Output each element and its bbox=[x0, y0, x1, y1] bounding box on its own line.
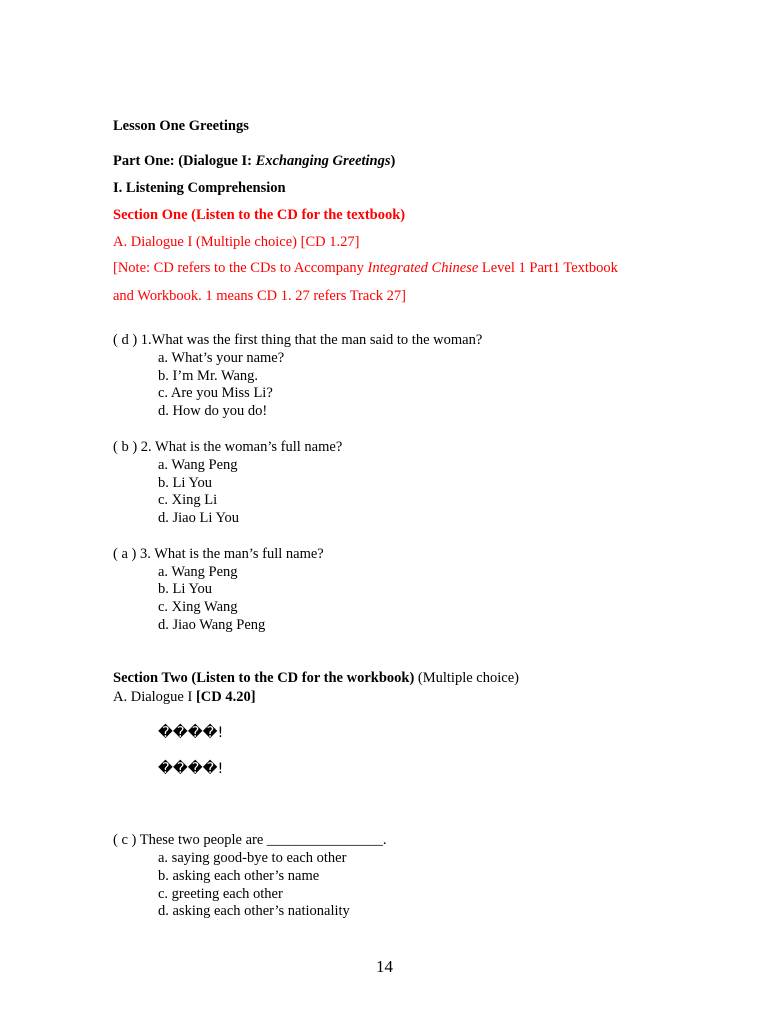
question-4-option-c: c. greeting each other bbox=[158, 886, 283, 902]
section-two-heading bbox=[113, 670, 519, 687]
question-3-option-a: a. Wang Peng bbox=[158, 564, 238, 580]
section-two-sub-bold: [CD 4.20] bbox=[195, 689, 256, 705]
dialogue-line-1: ����! bbox=[158, 725, 224, 741]
section-two-heading-bold: Section Two (Listen to the CD for the workbook) bbox=[113, 670, 415, 686]
question-3-option-d: d. Jiao Wang Peng bbox=[158, 617, 266, 633]
part-one-heading bbox=[113, 153, 395, 170]
note-line1-b: Level 1 Part1 Textbook bbox=[478, 260, 618, 276]
question-2-option-d: d. Jiao Li You bbox=[158, 510, 239, 526]
part-one-suffix: ) bbox=[390, 153, 396, 169]
dialogue-line-2: ����! bbox=[158, 761, 224, 777]
question-2-option-b: b. Li You bbox=[158, 475, 212, 491]
note-line1-a: [Note: CD refers to the CDs to Accompany bbox=[113, 260, 368, 276]
section-one-note-line2: and Workbook. 1 means CD 1. 27 refers Track 27] bbox=[113, 288, 406, 304]
section-two-subheading bbox=[113, 689, 256, 706]
question-4-option-d: d. asking each other’s nationality bbox=[158, 903, 350, 919]
question-2-stem: ( b ) 2. What is the woman’s full name? bbox=[113, 439, 343, 455]
part-one-italic: Exchanging Greetings bbox=[255, 153, 391, 169]
question-1-option-c: c. Are you Miss Li? bbox=[158, 385, 273, 401]
question-2-option-c: c. Xing Li bbox=[158, 492, 218, 508]
section-two-heading-rest: (Multiple choice) bbox=[414, 670, 519, 686]
question-4-option-a: a. saying good-bye to each other bbox=[158, 850, 347, 866]
question-3-stem: ( a ) 3. What is the man’s full name? bbox=[113, 546, 324, 562]
part-one-prefix: Part One: (Dialogue I: bbox=[113, 153, 256, 169]
question-1-option-a: a. What’s your name? bbox=[158, 350, 285, 366]
question-4-option-b: b. asking each other’s name bbox=[158, 868, 320, 884]
section-two-sub-prefix: A. Dialogue I bbox=[113, 689, 196, 705]
page-number: 14 bbox=[376, 957, 393, 976]
lesson-title: Lesson One Greetings bbox=[113, 118, 249, 134]
question-1-option-b: b. I’m Mr. Wang. bbox=[158, 368, 259, 384]
listening-heading: I. Listening Comprehension bbox=[113, 180, 286, 196]
question-1-stem: ( d ) 1.What was the first thing that the man said to the woman? bbox=[113, 332, 483, 348]
section-one-heading: Section One (Listen to the CD for the textbook) bbox=[113, 207, 406, 223]
section-one-note-line1 bbox=[113, 260, 618, 277]
question-3-option-c: c. Xing Wang bbox=[158, 599, 238, 615]
question-4-stem: ( c ) These two people are ________________. bbox=[113, 832, 387, 848]
section-one-subheading: A. Dialogue I (Multiple choice) [CD 1.27] bbox=[113, 234, 360, 250]
question-2-option-a: a. Wang Peng bbox=[158, 457, 238, 473]
question-3-option-b: b. Li You bbox=[158, 581, 212, 597]
question-1-option-d: d. How do you do! bbox=[158, 403, 268, 419]
note-line1-italic: Integrated Chinese bbox=[367, 260, 479, 276]
